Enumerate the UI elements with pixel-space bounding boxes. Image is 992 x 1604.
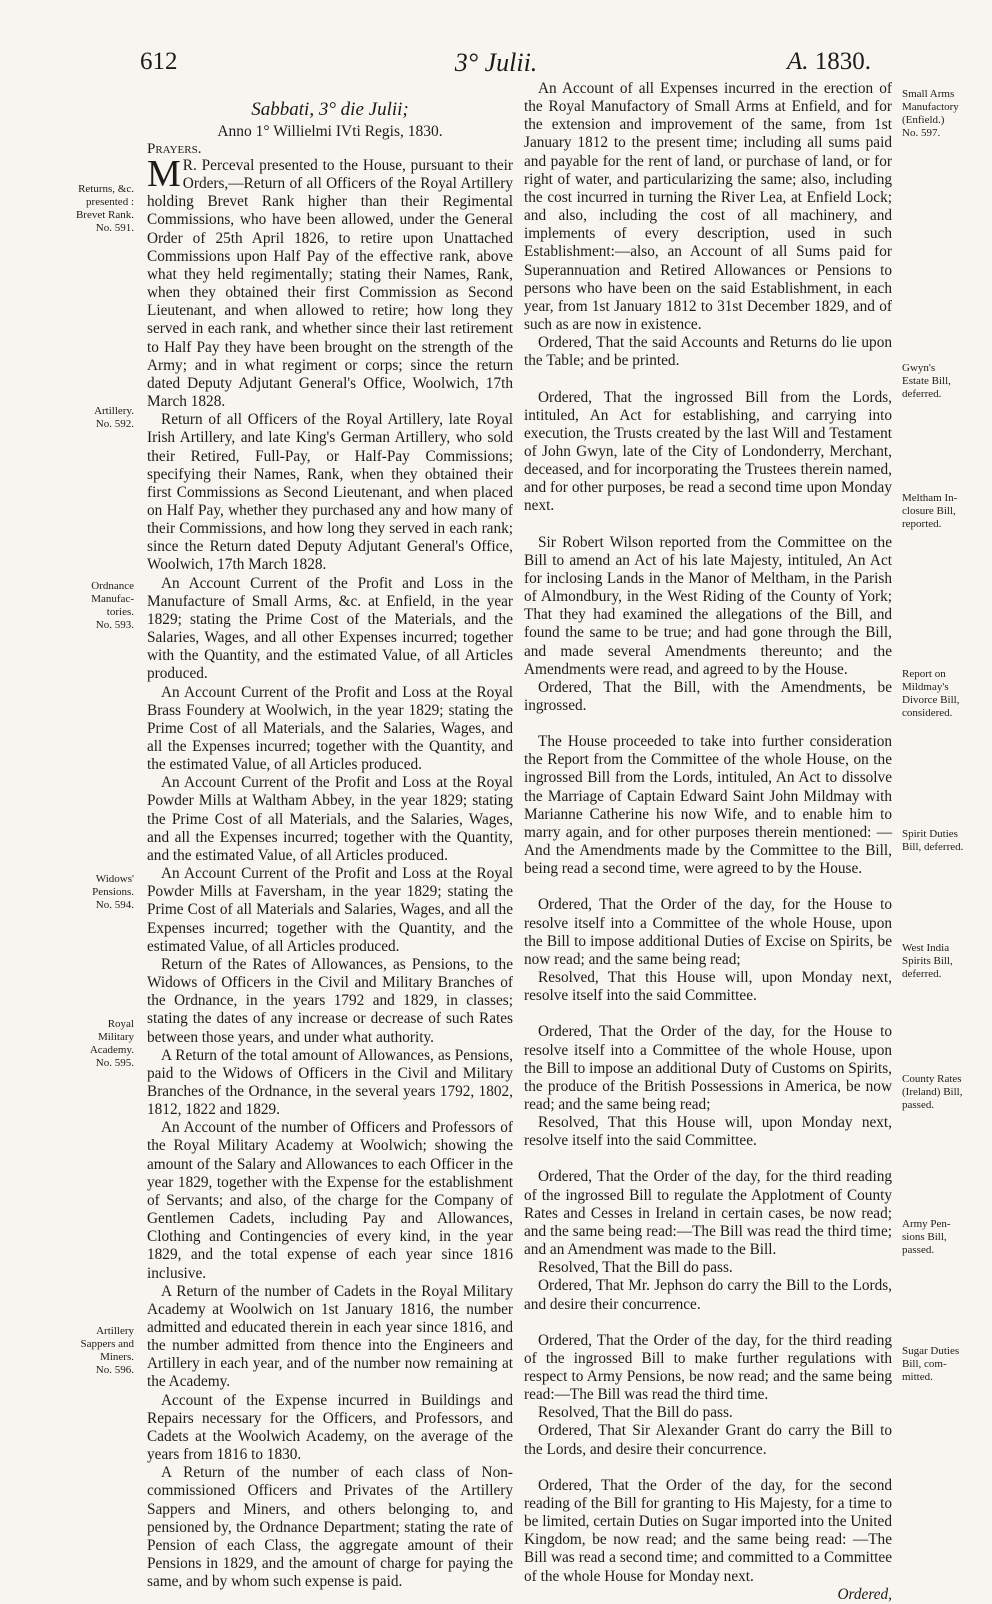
paragraph: Ordered, That the Order of the day, for the second reading of the Bill for granting to His Majesty, for a time to be limited, certain Duties on Sugar imported into the United Kingdom, be now read; and the same being read: —The Bill was read a second time; and committed to a Committee of the whole House for Monday next.: [524, 1476, 892, 1585]
margin-note-left-593: Ordnance Manufac- tories. No. 593.: [91, 580, 134, 631]
paragraph: An Account Current of the Profit and Loss in the Manufacture of Small Arms, &c. at Enfield, in the year 1829; stating the Prime Cost of the Materials, and the Salaries, Wages, and all other Expenses incurred; together with the Quantity, and the estimated Value, of all Articles produced.: [147, 574, 513, 683]
paragraph: A Return of the number of Cadets in the Royal Military Academy at Woolwich on 1st January 1816, the number admitted and educated therein in each year since 1816, and the number admitted from thence into the Engineers and Artillery in each year, and of the number now remaining at the Academy.: [147, 1282, 513, 1391]
margin-note-left-592: Artillery. No. 592.: [94, 405, 134, 430]
margin-note-right-sugar: Sugar Duties Bill, com- mitted.: [902, 1345, 960, 1383]
margin-note-right-countyrates: County Rates (Ireland) Bill, passed.: [902, 1073, 963, 1111]
paragraph: Resolved, That the Bill do pass.: [538, 1404, 733, 1422]
right-column: [524, 80, 892, 1604]
paragraph: M R. Perceval presented to the House, pursuant to their Orders,—Return of all Officers of the Royal Artillery holding Brevet Rank higher than their Regimental Commissions, who have been allowed, under the General Order of 25th April 1826, to retire upon Unattached Commissions upon Half Pay of the effective rank, above what they held regimentally; stating their Names, Rank, when they obtained their first Commission as Second Lieutenant, and when allowed to retire; how long they served in each rank, and whether since their last retirement to Half Pay they have been brought on the strength of the Army; and in what regiment or corps; since the return dated Deputy Adjutant General's Office, Woolwich, 17th March 1828.: [147, 153, 513, 411]
margin-note-right-gwyn: Gwyn's Estate Bill, deferred.: [902, 362, 951, 400]
paragraph: A Return of the number of each class of Non-commissioned Officers and Privates of the Artillery Sappers and Miners, and others belonging to, and pensioned by, the Ordnance Department; stating the rate of Pension of each Class, the aggregate amount of their Pensions in 1829, and the amount of charge for paying the same, and by whom such expense is paid.: [147, 1464, 513, 1591]
paragraph: Ordered, That the Order of the day, for the House to resolve itself into a Committee of the whole House, upon the Bill to impose an additional Duty of Customs on Spirits, the produce of the British Possessions in America, be now read; and the same being read;: [524, 1023, 892, 1113]
paragraph: An Account Current of the Profit and Loss at the Royal Brass Foundery at Woolwich, in the year 1829; stating the Prime Cost of all Materials, and the Salaries, Wages, and all the Expenses incurred; together with the Quantity, and the estimated Value, of all Articles produced.: [147, 683, 513, 774]
margin-note-left-594: Widows' Pensions. No. 594.: [92, 873, 134, 911]
year-prefix: A.: [787, 48, 809, 75]
paragraph: Sir Robert Wilson reported from the Committee on the Bill to amend an Act of his late Majesty, intituled, An Act for inclosing Lands in the Manor of Meltham, in the Parish of Almondbury, in the West Riding of the County of York; That they had examined the allegations of the Bill, and found the same to be true; and had gone through the Bill, and made several Amendments thereunto; and the Amendments were read, and agreed to by the House.: [524, 533, 892, 678]
paragraph: Ordered, That the Order of the day, for the third reading of the ingrossed Bill to regulate the Applotment of County Rates and Cesses in Ireland in certain cases, be now read; and the same being read:—The Bill was read the third time; and an Amendment was made to the Bill.: [524, 1168, 892, 1259]
paragraph: Ordered, That the Order of the day, for the House to resolve itself into a Committee of the whole House, upon the Bill to impose additional Duties of Excise on Spirits, be now read; and the same being read;: [524, 896, 892, 968]
paragraph: Return of all Officers of the Royal Artillery, late Royal Irish Artillery, and late King's German Artillery, who sold their Retired, Full-Pay, or Half-Pay Commissions; specifying their Names, Rank, when they obtained their first Commissions as Second Lieutenant, and when placed on Half Pay, whether they purchased any and how many of their Commissions, and how long they served in each rank; since the Return dated Deputy Adjutant General's Office, Woolwich, 17th March 1828.: [147, 411, 513, 574]
paragraph: An Account Current of the Profit and Loss at the Royal Powder Mills at Waltham Abbey, in the year 1829; stating the Prime Cost of all Materials, and the Salaries, Wages, and all the Expenses incurred; together with the Quantity, and the estimated Value, of all Articles produced.: [147, 774, 513, 864]
paragraph: Account of the Expense incurred in Buildings and Repairs necessary for the Officers, and Professors, and Cadets at the Woolwich Academy, on the average of the years from 1816 to 1830.: [147, 1391, 513, 1464]
paragraph: Ordered, That the Bill, with the Amendments, be ingrossed.: [524, 678, 892, 714]
paragraph: The House proceeded to take into further consideration the Report from the Committee of the whole House, on the ingrossed Bill from the Lords, intituled, An Act to dissolve the Marriage of Captain Edward Saint John Mildmay with Marianne Catherine his now Wife, and to enable him to marry again, and for other purposes therein mentioned: —And the Amendments made by the Committee to the Bill, being read a second time, were agreed to by the House.: [524, 733, 892, 878]
sitting-subtitle: Anno 1° Willielmi IVti Regis, 1830.: [217, 123, 443, 140]
paragraph: Ordered, That the Order of the day, for the third reading of the ingrossed Bill to make further regulations with respect to Army Pensions, be now read; and the same being read:—The Bill was read the third time.: [524, 1331, 892, 1404]
margin-note-right-597: Small Arms Manufactory (Enfield.) No. 597.: [902, 88, 959, 139]
margin-note-right-meltham: Meltham In- closure Bill, reported.: [902, 492, 958, 530]
paragraph: Resolved, That this House will, upon Monday next, resolve itself into the said Committee.: [524, 1114, 892, 1150]
margin-note-left-596: Artillery Sappers and Miners. No. 596.: [80, 1325, 134, 1376]
margin-note-right-mildmay: Report on Mildmay's Divorce Bill, considered.: [902, 668, 960, 719]
margin-note-left-591: Returns, &c. presented : Brevet Rank. No. 591.: [75, 183, 134, 234]
paragraph: An Account Current of the Profit and Loss at the Royal Powder Mills at Faversham, in the year 1829; stating the Prime Cost of all Materials and Salaries, Wages, and all the Expenses incurred; together with the Quantity, and the estimated Value, of all Articles produced.: [147, 865, 513, 955]
paragraph: Return of the Rates of Allowances, as Pensions, to the Widows of Officers in the Civil and Military Branches of the Ordnance, in the years 1792 and 1829, in classes; stating the dates of any increase or decrease of such Rates between those years, and under what authority.: [147, 955, 513, 1046]
paragraph: Ordered, That the ingrossed Bill from the Lords, intituled, An Act for establishing, and carrying into execution, the Trusts created by the last Will and Testament of John Gwyn, late of the City of Londonderry, Merchant, deceased, and for incorporating the Trustees therein named, and for other purposes, be read a second time upon Monday next.: [524, 388, 892, 515]
left-column: [147, 98, 513, 1591]
sitting-title: Sabbati, 3° die Julii;: [251, 99, 409, 120]
margin-note-right-westindia: West India Spirits Bill, deferred.: [902, 942, 953, 980]
paragraph: A Return of the total amount of Allowances, as Pensions, paid to the Widows of Officers in the Civil and Military Branches of the Ordnance, in the several years 1792, 1802, 1812, 1822 and 1829.: [147, 1046, 513, 1119]
page-date: 3° Julii.: [454, 48, 538, 77]
paragraph: Ordered, That Mr. Jephson do carry the Bill to the Lords, and desire their concurrence.: [524, 1277, 892, 1313]
margin-note-right-spirit: Spirit Duties Bill, deferred.: [902, 828, 964, 853]
paragraph: Resolved, That the Bill do pass.: [538, 1259, 733, 1277]
paragraph: Ordered, That the said Accounts and Returns do lie upon the Table; and be printed.: [524, 334, 892, 370]
year-value: 1830.: [814, 48, 872, 75]
paragraph: An Account of the number of Officers and Professors of the Royal Military Academy at Woolwich; showing the amount of the Salary and Allowances to each Officer in the year 1829, together with the Expense for the establishment of Servants; and also, of the charge for the Company of Gentlemen Cadets, including Pay and Allowances, Clothing and Contingencies of every kind, in the year 1829, and the total expense of each year since 1816 inclusive.: [147, 1119, 513, 1282]
catchword: Ordered,: [837, 1585, 892, 1603]
prayers-heading: Prayers.: [147, 141, 202, 157]
margin-note-left-595: Royal Military Academy. No. 595.: [89, 1018, 134, 1069]
page-year: [787, 48, 871, 76]
drop-cap: M: [147, 153, 181, 195]
page-number: 612: [140, 48, 178, 75]
paragraph: An Account of all Expenses incurred in the erection of the Royal Manufactory of Small Arms at Enfield, and for the extension and improvement of the same, from 1st January 1812 to the present time; including all sums paid and payable for the rent of land, or purchase of land, or for right of water, and particularizing the same; also, including the cost incurred in turning the River Lea, at Enfield Lock; and also, including the cost of all machinery, and implements of every description, used in such Establishment:—also, an Account of all Sums paid for Superannuation and Retired Allowances or Pensions to persons who have been on the said Establishment, in each year, from 1st January 1812 to 31st December 1829, and of such as are now in existence.: [524, 80, 892, 334]
margin-note-right-army: Army Pen- sions Bill, passed.: [902, 1218, 951, 1256]
paragraph: Resolved, That this House will, upon Monday next, resolve itself into the said Committee.: [524, 969, 892, 1005]
paragraph: Ordered, That Sir Alexander Grant do carry the Bill to the Lords, and desire their concurrence.: [524, 1422, 892, 1458]
